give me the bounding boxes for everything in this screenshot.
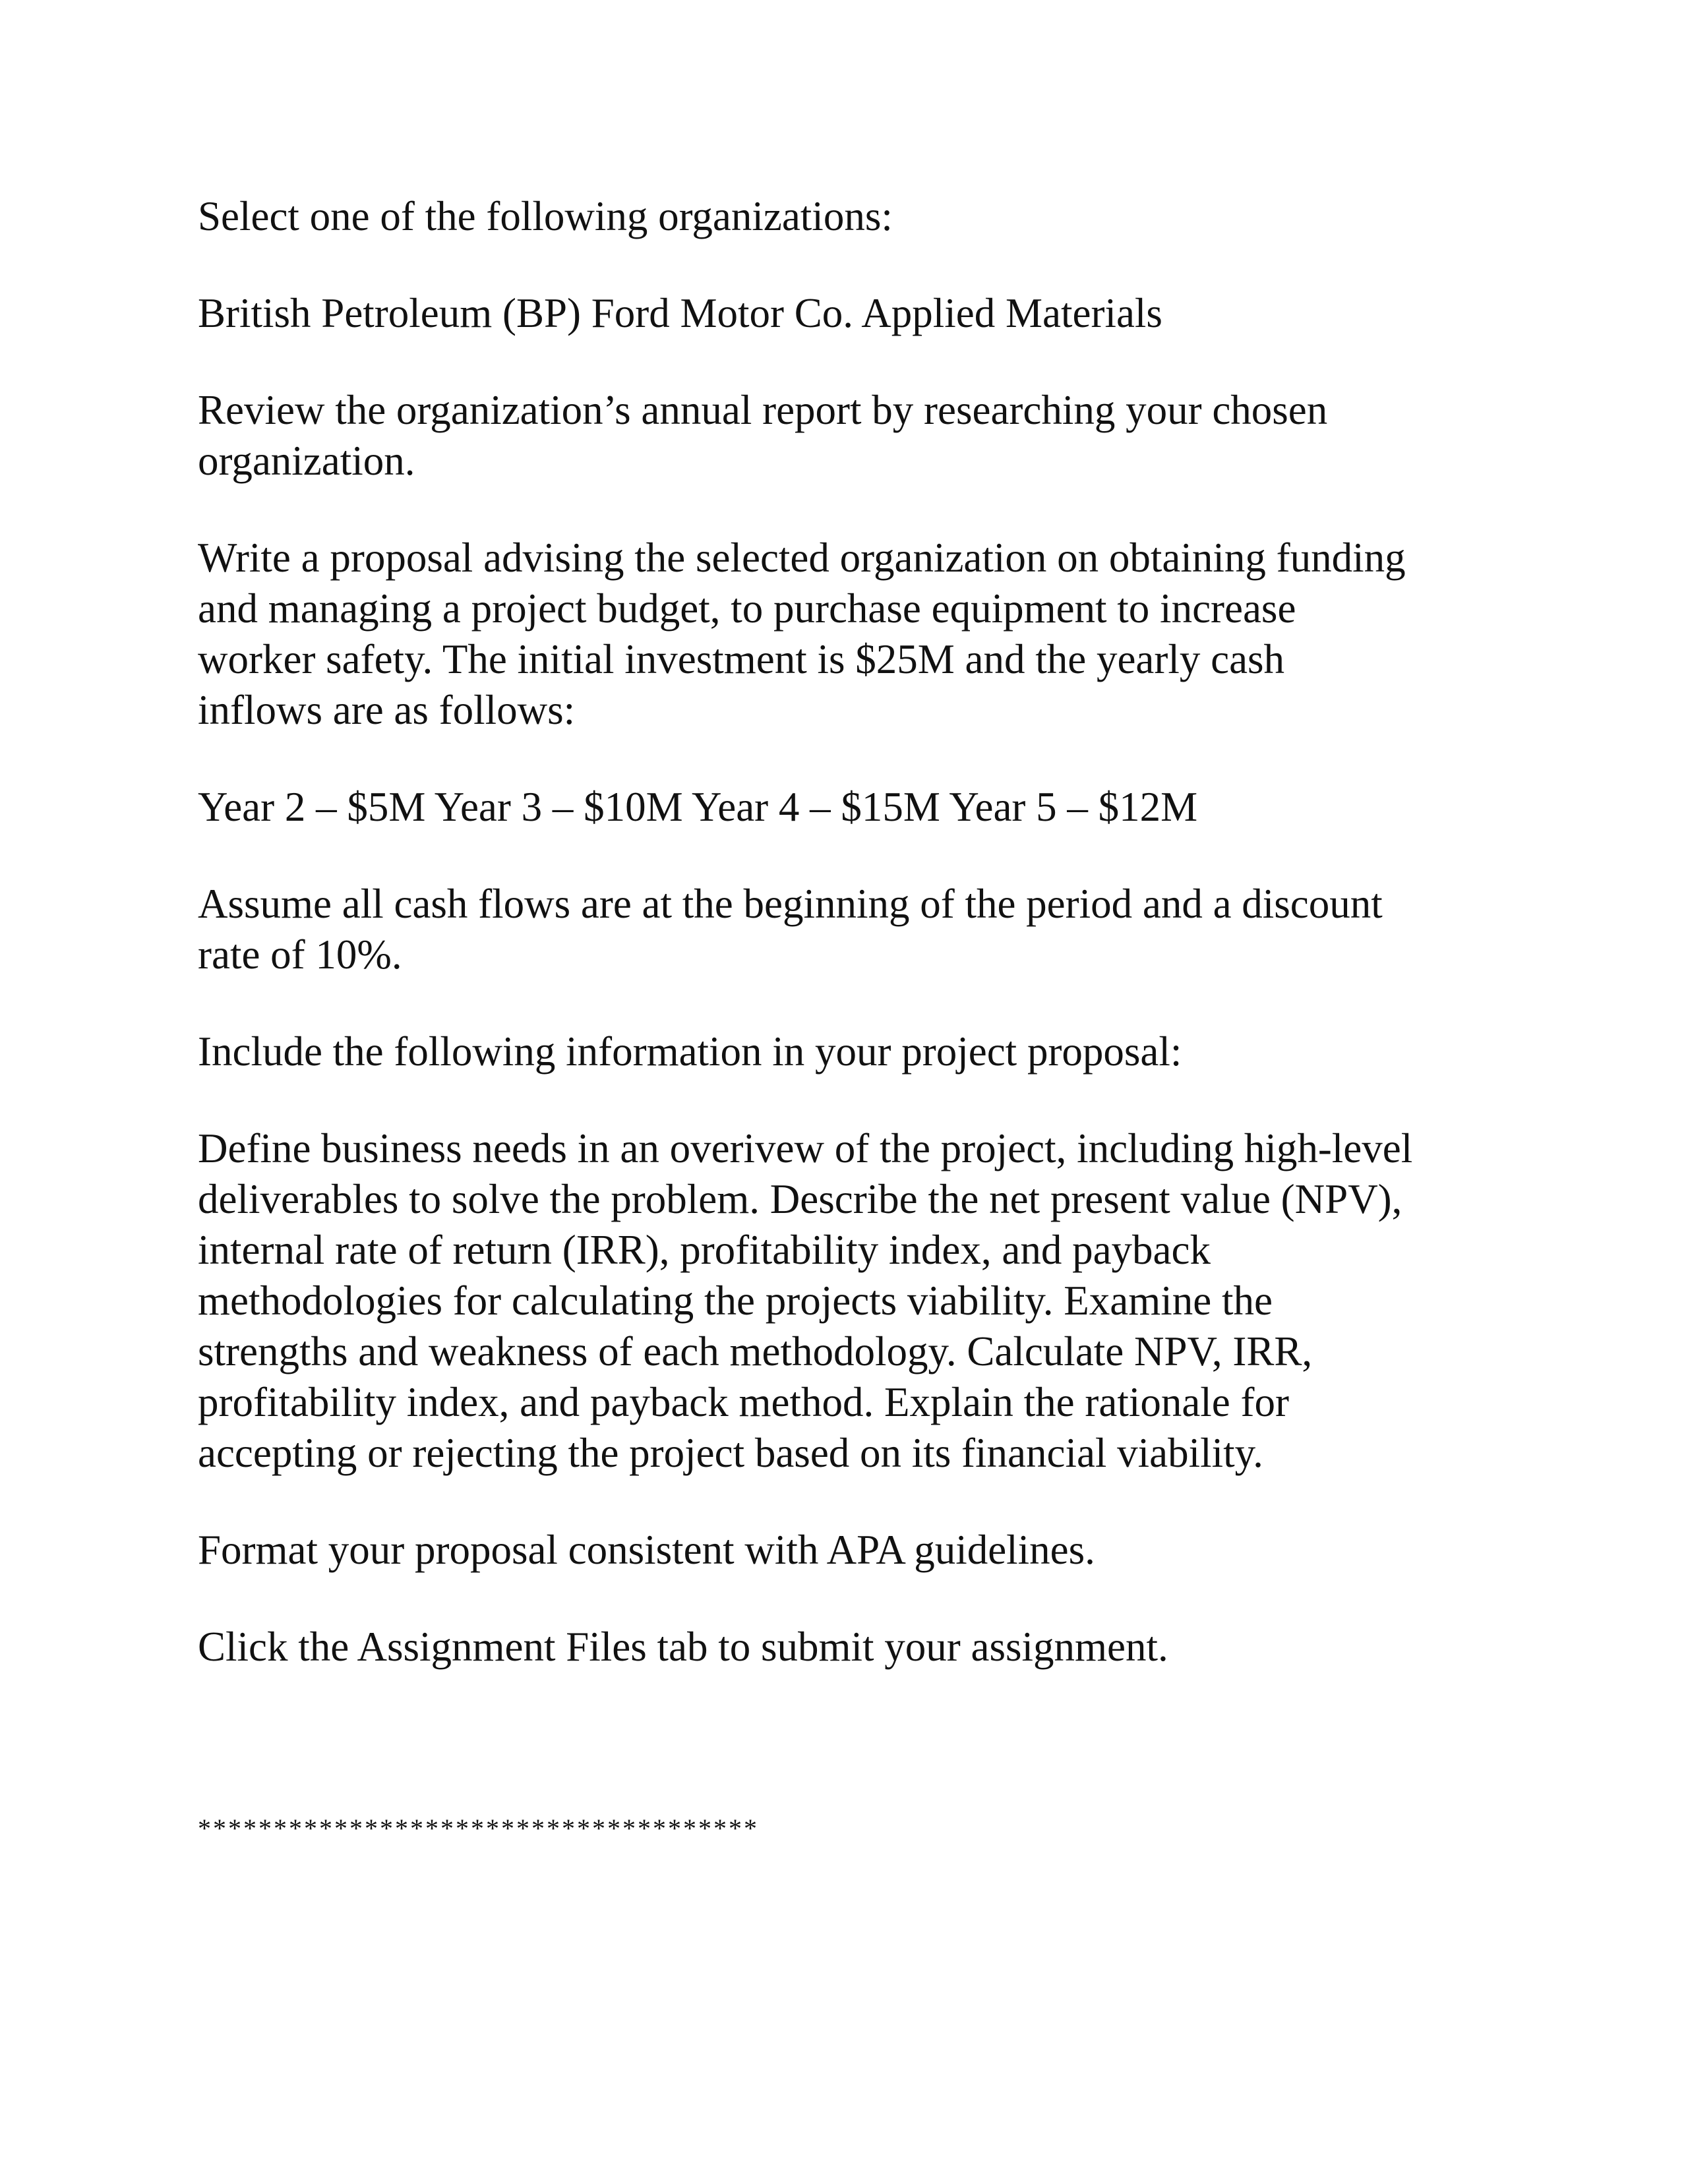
separator-line: ************************************* [198, 1814, 759, 1843]
instruction-apa-format: Format your proposal consistent with APA guidelines. [198, 1527, 1095, 1573]
organization-options: British Petroleum (BP) Ford Motor Co. Applied Materials [198, 290, 1162, 336]
instruction-include-info: Include the following information in your project proposal: [198, 1028, 1182, 1075]
document-body [198, 191, 1517, 1719]
instruction-select-organization: Select one of the following organizations: [198, 193, 893, 239]
requirements-paragraph: Define business needs in an overivew of the project, including high-level deliverables to solve the problem. Describe the net present value (NPV), internal rate of return (IRR), profitability index, and payback methodologies for calculating the projects viability. Examine the strengths and weakness of each methodology. Calculate NPV, IRR, profitability index, and payback method. Explain the rationale for accepting or rejecting the project based on its financial viability. [198, 1125, 1413, 1476]
instruction-review-report: Review the organization’s annual report by researching your chosen organization. [198, 387, 1328, 484]
assumption-discount-rate: Assume all cash flows are at the beginning of the period and a discount rate of 10%. [198, 881, 1383, 978]
instruction-write-proposal: Write a proposal advising the selected organization on obtaining funding and managing a project budget, to purchase equipment to increase worker safety. The initial investment is $25M and the yearly cash inflows are as follows: [198, 535, 1406, 733]
cash-inflows-list: Year 2 – $5M Year 3 – $10M Year 4 – $15M Year 5 – $12M [198, 784, 1198, 830]
instruction-submit: Click the Assignment Files tab to submit your assignment. [198, 1624, 1168, 1670]
